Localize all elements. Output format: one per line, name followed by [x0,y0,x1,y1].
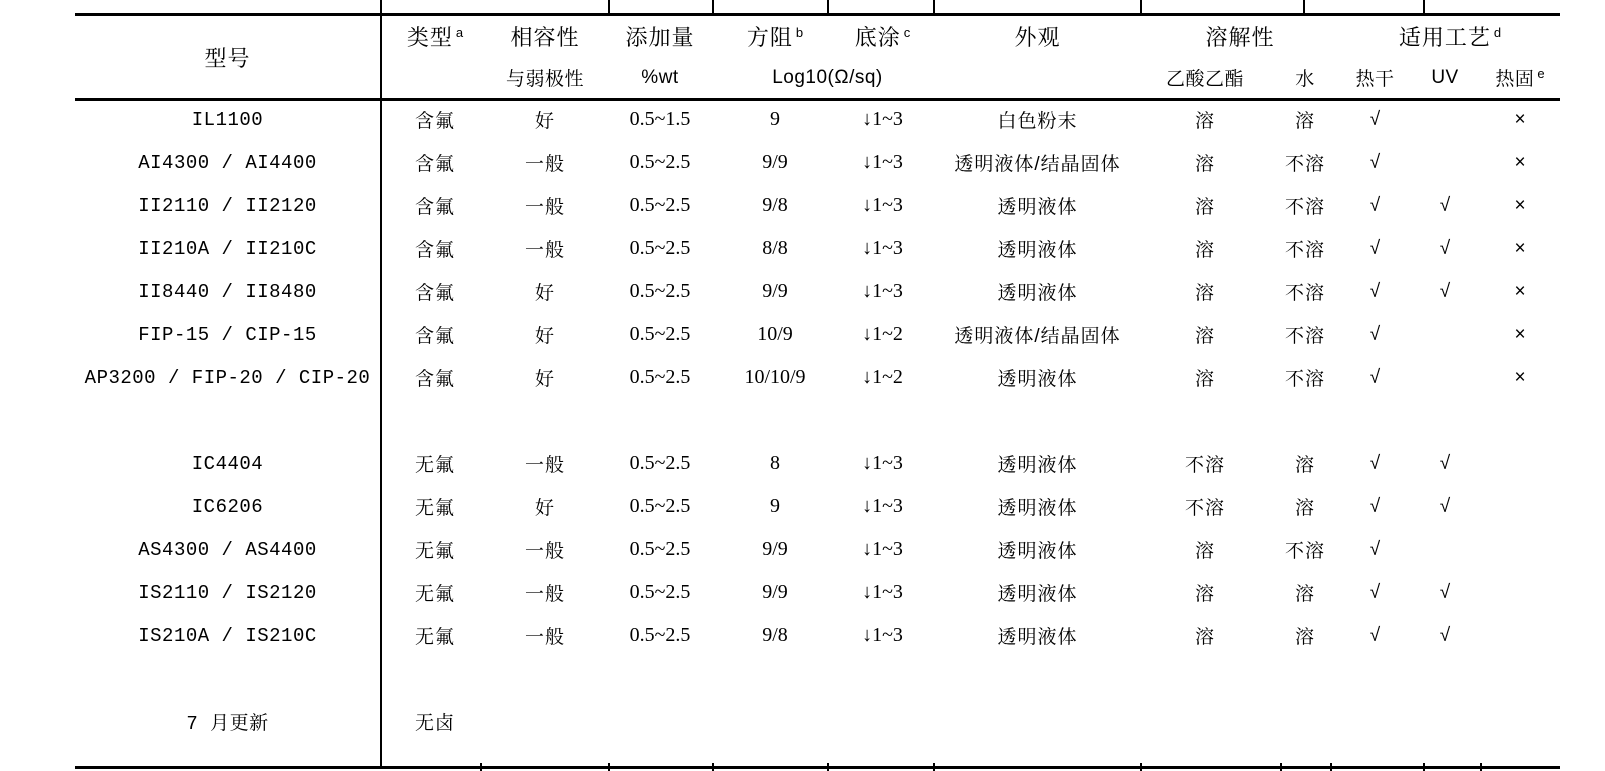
cell-primer [830,399,935,442]
cell-heat-dry: √ [1369,624,1381,646]
cell-amount: 0.5~2.5 [629,624,691,646]
cell-thermoset: × [1514,237,1526,259]
cell-appearance: 白色粉末 [997,111,1078,132]
cell-amount: 0.5~2.5 [629,237,691,259]
cell-heat-dry [1340,700,1410,743]
cell-ethyl-acetate: 溶 [1194,326,1215,347]
cell-compat [490,399,600,442]
cell-model: IS210A / IS210C [138,624,317,647]
cell-resistance [720,657,830,700]
col-header-resistance [720,16,830,57]
cell-model: IL1100 [191,108,264,131]
col-header-amount [600,16,720,57]
cell-compat: 一般 [524,455,565,476]
table-row [75,399,1560,442]
cell-appearance [935,399,1140,442]
cell-type: 含氟 [414,111,455,132]
table-row [75,528,1560,571]
cell-compat: 一般 [524,240,565,261]
col-header-solubility [1140,16,1340,57]
subheader-thermoset-label: 热固 [1495,69,1535,90]
cell-model: IS2110 / IS2120 [138,581,317,604]
table-row [75,571,1560,614]
spec-table [75,16,1560,743]
cell-water: 溶 [1295,627,1316,648]
table-row [75,98,1560,141]
cell-appearance [935,700,1140,743]
cell-thermoset [1480,399,1560,442]
column-tick [827,763,829,771]
cell-resistance: 9 [770,108,780,130]
cell-model: II2110 / II2120 [138,194,317,217]
col-header-appearance-label: 外观 [1014,25,1061,50]
cell-water: 不溶 [1285,326,1326,347]
cell-ethyl-acetate: 溶 [1194,240,1215,261]
cell-heat-dry: √ [1369,538,1381,560]
col-header-solubility-label: 溶解性 [1205,25,1275,50]
cell-appearance: 透明液体 [997,455,1078,476]
cell-amount: 0.5~2.5 [629,366,691,388]
cell-primer: ↓1~3 [862,624,903,646]
cell-heat-dry: √ [1369,151,1381,173]
cell-uv: √ [1439,452,1451,474]
cell-primer: ↓1~3 [862,538,903,560]
table-row [75,485,1560,528]
cell-model: 7 月更新 [186,713,269,735]
table-row [75,442,1560,485]
column-tick [1423,763,1425,771]
column-tick [480,763,482,771]
column-tick [1140,0,1142,13]
cell-appearance: 透明液体 [997,240,1078,261]
cell-ethyl-acetate: 溶 [1194,369,1215,390]
table-row [75,356,1560,399]
cell-thermoset [1480,528,1560,571]
cell-compat: 好 [534,111,555,132]
cell-water: 溶 [1295,498,1316,519]
cell-ethyl-acetate [1140,657,1270,700]
cell-heat-dry [1340,657,1410,700]
cell-type: 含氟 [414,369,455,390]
cell-compat: 一般 [524,627,565,648]
subheader-uv: UV [1431,66,1459,88]
cell-ethyl-acetate: 溶 [1194,283,1215,304]
column-tick [1423,0,1425,13]
cell-water: 溶 [1295,111,1316,132]
cell-ethyl-acetate: 溶 [1194,154,1215,175]
cell-model [75,399,380,442]
table-body [75,98,1560,743]
cell-appearance: 透明液体 [997,283,1078,304]
cell-compat [490,700,600,743]
cell-compat: 一般 [524,154,565,175]
table-row [75,700,1560,743]
cell-heat-dry: √ [1369,323,1381,345]
subheader-water: 水 [1295,69,1315,90]
column-tick [1480,763,1482,771]
cell-primer [830,657,935,700]
cell-type: 含氟 [414,326,455,347]
cell-resistance: 9/9 [762,581,788,603]
cell-uv [1410,356,1480,399]
cell-resistance: 9/8 [762,194,788,216]
col-header-model-label: 型号 [204,45,251,71]
cell-primer: ↓1~3 [862,151,903,173]
cell-resistance: 9/9 [762,538,788,560]
cell-model: IC4404 [191,452,264,475]
cell-amount: 0.5~2.5 [629,151,691,173]
cell-heat-dry [1340,399,1410,442]
table-row [75,270,1560,313]
cell-uv: √ [1439,495,1451,517]
cell-amount: 0.5~2.5 [629,194,691,216]
cell-heat-dry: √ [1369,108,1381,130]
cell-thermoset [1480,657,1560,700]
cell-ethyl-acetate: 溶 [1194,541,1215,562]
cell-appearance: 透明液体 [997,627,1078,648]
cell-resistance: 9/9 [762,280,788,302]
footnote-marker-c: c [903,24,911,40]
column-tick [1303,0,1305,13]
subheader-appearance-empty [935,57,1140,98]
cell-compat: 一般 [524,584,565,605]
col-header-compat [490,16,600,57]
cell-resistance: 8/8 [762,237,788,259]
footnote-marker-b: b [795,24,804,40]
cell-resistance [720,399,830,442]
cell-ethyl-acetate: 不溶 [1184,455,1225,476]
cell-primer: ↓1~3 [862,452,903,474]
cell-resistance: 10/9 [757,323,793,345]
cell-primer: ↓1~3 [862,108,903,130]
cell-resistance [720,700,830,743]
cell-water: 不溶 [1285,240,1326,261]
cell-primer: ↓1~3 [862,280,903,302]
cell-type: 无氟 [414,498,455,519]
cell-appearance: 透明液体/结晶固体 [954,326,1121,347]
footnote-marker-d: d [1493,24,1502,40]
cell-model [75,657,380,700]
cell-primer: ↓1~2 [862,366,903,388]
cell-water: 不溶 [1285,154,1326,175]
col-header-model [75,16,380,98]
cell-model: II8440 / II8480 [138,280,317,303]
cell-resistance: 8 [770,452,780,474]
cell-uv: √ [1439,237,1451,259]
cell-thermoset: × [1514,151,1526,173]
cell-resistance: 9 [770,495,780,517]
col-header-primer-label: 底涂 [854,25,901,50]
cell-type: 含氟 [414,283,455,304]
cell-heat-dry: √ [1369,280,1381,302]
cell-type: 无氟 [414,627,455,648]
cell-resistance: 10/10/9 [744,366,806,388]
cell-type: 无氟 [414,584,455,605]
column-tick [933,763,935,771]
column-tick [1280,763,1282,771]
cell-ethyl-acetate: 不溶 [1184,498,1225,519]
cell-appearance: 透明液体 [997,498,1078,519]
cell-compat: 一般 [524,541,565,562]
cell-resistance: 9/8 [762,624,788,646]
subheader-ethyl-acetate: 乙酸乙酯 [1165,69,1244,90]
cell-amount: 0.5~1.5 [629,108,691,130]
subheader-compat: 与弱极性 [505,69,584,90]
cell-amount [600,399,720,442]
subheader-amount-unit: %wt [641,66,679,88]
col-header-type-label: 类型 [406,25,453,50]
cell-primer: ↓1~3 [862,194,903,216]
cell-amount: 0.5~2.5 [629,495,691,517]
cell-amount: 0.5~2.5 [629,452,691,474]
cell-resistance: 9/9 [762,151,788,173]
subheader-thermoset [1480,57,1560,98]
cell-appearance: 透明液体 [997,584,1078,605]
cell-primer [830,700,935,743]
cell-amount [600,700,720,743]
col-header-amount-label: 添加量 [625,25,695,50]
cell-thermoset: × [1514,280,1526,302]
cell-thermoset: × [1514,108,1526,130]
table-row [75,227,1560,270]
table-row [75,184,1560,227]
column-tick [712,0,714,13]
cell-water: 溶 [1295,584,1316,605]
cell-thermoset: × [1514,366,1526,388]
cell-compat: 好 [534,326,555,347]
cell-uv [1410,98,1480,141]
cell-water [1270,399,1340,442]
cell-model: AI4300 / AI4400 [138,151,317,174]
cell-primer: ↓1~2 [862,323,903,345]
column-tick [933,0,935,13]
cell-uv [1410,141,1480,184]
cell-primer: ↓1~3 [862,237,903,259]
cell-type [380,399,490,442]
cell-model: AP3200 / FIP-20 / CIP-20 [84,366,371,389]
table-row [75,313,1560,356]
cell-heat-dry: √ [1369,495,1381,517]
header-separator-rule [75,98,1560,101]
cell-uv: √ [1439,280,1451,302]
cell-type: 无氟 [414,455,455,476]
cell-compat: 好 [534,498,555,519]
cell-water: 不溶 [1285,197,1326,218]
cell-uv [1410,399,1480,442]
spec-table-frame [75,13,1560,769]
col-header-process-label: 适用工艺 [1398,25,1491,50]
footnote-marker-a: a [455,24,464,40]
cell-water [1270,657,1340,700]
cell-heat-dry: √ [1369,194,1381,216]
subheader-heat-dry: 热干 [1355,69,1395,90]
cell-thermoset [1480,700,1560,743]
col-header-process [1340,16,1560,57]
cell-type: 无卤 [414,713,455,734]
header-row-main [75,16,1560,57]
cell-uv: √ [1439,624,1451,646]
cell-heat-dry: √ [1369,237,1381,259]
column-tick [1330,763,1332,771]
cell-appearance: 透明液体 [997,541,1078,562]
column-tick [608,763,610,771]
cell-compat [490,657,600,700]
cell-appearance: 透明液体 [997,369,1078,390]
cell-heat-dry: √ [1369,366,1381,388]
column-tick [712,763,714,771]
cell-type: 无氟 [414,541,455,562]
col-header-appearance [935,16,1140,57]
cell-type: 含氟 [414,197,455,218]
cell-appearance: 透明液体/结晶固体 [954,154,1121,175]
table-header [75,16,1560,98]
cell-amount: 0.5~2.5 [629,581,691,603]
cell-ethyl-acetate: 溶 [1194,111,1215,132]
table-row [75,614,1560,657]
cell-ethyl-acetate: 溶 [1194,627,1215,648]
cell-thermoset [1480,442,1560,485]
subheader-type-empty [380,57,490,98]
cell-water: 不溶 [1285,283,1326,304]
cell-compat: 好 [534,283,555,304]
cell-water: 溶 [1295,455,1316,476]
cell-thermoset: × [1514,194,1526,216]
cell-uv: √ [1439,581,1451,603]
col-header-type [380,16,490,57]
cell-thermoset: × [1514,323,1526,345]
cell-heat-dry: √ [1369,452,1381,474]
subheader-resistance-unit: Log10(Ω/sq) [772,66,883,88]
cell-ethyl-acetate: 溶 [1194,197,1215,218]
model-column-divider [380,0,382,766]
cell-uv [1410,700,1480,743]
cell-thermoset [1480,571,1560,614]
cell-appearance: 透明液体 [997,197,1078,218]
cell-heat-dry: √ [1369,581,1381,603]
cell-primer: ↓1~3 [862,581,903,603]
cell-type [380,657,490,700]
cell-appearance [935,657,1140,700]
col-header-primer [830,16,935,57]
column-tick [1140,763,1142,771]
cell-model: FIP-15 / CIP-15 [138,323,317,346]
cell-uv: √ [1439,194,1451,216]
cell-type: 含氟 [414,240,455,261]
cell-thermoset [1480,485,1560,528]
cell-ethyl-acetate [1140,700,1270,743]
table-row [75,657,1560,700]
footnote-marker-e: e [1537,65,1545,81]
cell-amount: 0.5~2.5 [629,538,691,560]
cell-model: II210A / II210C [138,237,317,260]
col-header-resistance-label: 方阻 [746,25,793,50]
cell-amount [600,657,720,700]
cell-compat: 好 [534,369,555,390]
cell-amount: 0.5~2.5 [629,323,691,345]
cell-water: 不溶 [1285,541,1326,562]
col-header-compat-label: 相容性 [510,25,580,50]
cell-compat: 一般 [524,197,565,218]
cell-ethyl-acetate [1140,399,1270,442]
cell-primer: ↓1~3 [862,495,903,517]
cell-thermoset [1480,614,1560,657]
table-row [75,141,1560,184]
cell-uv [1410,313,1480,356]
cell-water [1270,700,1340,743]
cell-water: 不溶 [1285,369,1326,390]
cell-amount: 0.5~2.5 [629,280,691,302]
cell-uv [1410,657,1480,700]
column-tick [608,0,610,13]
cell-uv [1410,528,1480,571]
cell-model: IC6206 [191,495,264,518]
cell-type: 含氟 [414,154,455,175]
cell-ethyl-acetate: 溶 [1194,584,1215,605]
cell-model: AS4300 / AS4400 [138,538,317,561]
column-tick [827,0,829,13]
